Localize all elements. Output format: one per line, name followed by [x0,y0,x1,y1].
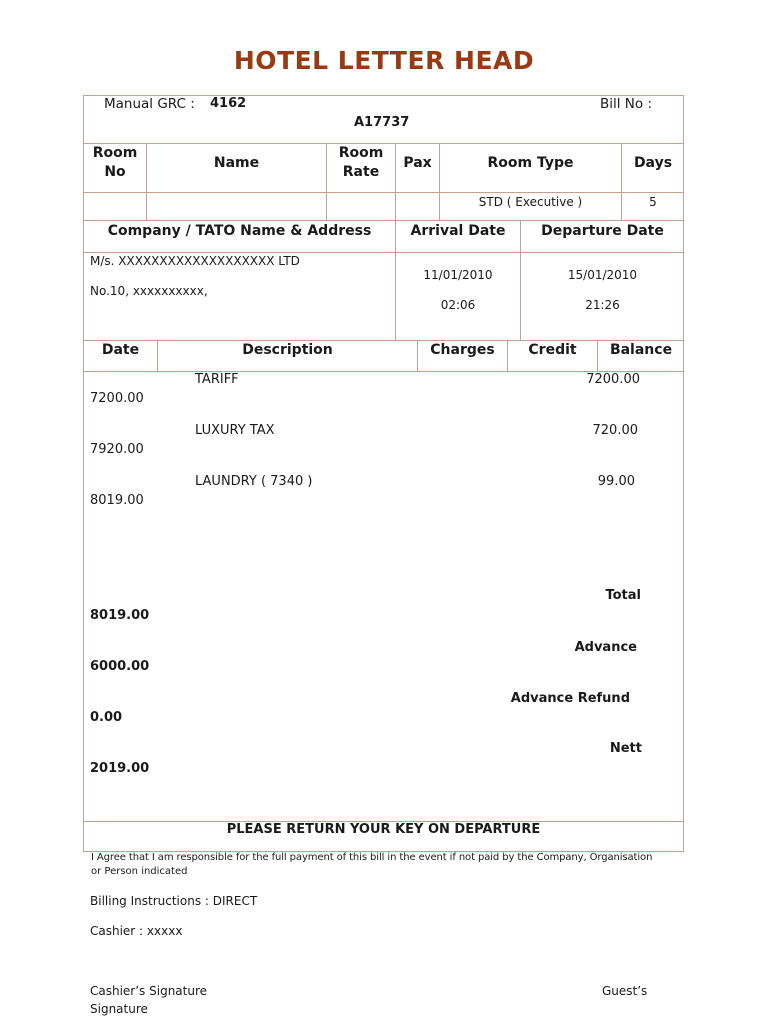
cashier-name: Cashier : xxxxx [90,924,183,938]
header-date: Date [101,342,140,358]
bill-no-label: Bill No : [600,96,653,112]
days-value: 5 [649,195,657,209]
header-room-no: Room [92,145,138,161]
agreement-text: or Person indicated [91,866,188,877]
header-arrival: Arrival Date [410,223,506,239]
divider [83,252,684,253]
bill-no-value: A17737 [354,115,410,130]
header-pax: Pax [403,155,432,171]
arrival-time: 02:06 [440,298,476,312]
advance-label: Advance [574,640,637,655]
guest-signature-label: Guest’s [602,984,648,998]
header-room-no: No [104,164,126,180]
divider [83,220,684,221]
ledger-description: TARIFF [195,372,239,387]
header-name: Name [213,155,260,171]
header-credit: Credit [528,342,577,358]
advance-value: 6000.00 [90,659,150,674]
ledger-charges: 720.00 [592,423,638,438]
manual-grc-value: 4162 [210,96,247,111]
guest-signature-label: Signature [90,1002,148,1016]
nett-value: 2019.00 [90,761,150,776]
header-description: Description [242,342,333,358]
company-name: M/s. XXXXXXXXXXXXXXXXXXX LTD [90,254,300,268]
cashier-signature-label: Cashier’s Signature [90,984,208,998]
header-company: Company / TATO Name & Address [107,223,372,239]
ledger-description: LUXURY TAX [195,423,275,438]
arrival-date: 11/01/2010 [423,268,493,282]
divider [83,340,684,341]
divider [83,143,684,144]
ledger-charges: 99.00 [597,474,635,489]
ledger-balance: 7200.00 [90,391,144,406]
ledger-balance: 8019.00 [90,493,144,508]
ledger-description: LAUNDRY ( 7340 ) [195,474,313,489]
header-departure: Departure Date [541,223,664,239]
header-balance: Balance [609,342,673,358]
header-room-type: Room Type [487,155,574,171]
header-room-rate: Rate [342,164,380,180]
header-room-rate: Room [338,145,384,161]
ledger-balance: 7920.00 [90,442,144,457]
advance-refund-label: Advance Refund [510,691,630,706]
divider [83,192,684,193]
nett-label: Nett [609,741,642,756]
agreement-text: I Agree that I am responsible for the full payment of this bill in the event if not paid by the Company, Organisation [91,852,653,863]
room-type-value: STD ( Executive ) [478,195,583,209]
billing-instructions: Billing Instructions : DIRECT [90,894,258,908]
key-return-notice: PLEASE RETURN YOUR KEY ON DEPARTURE [226,822,541,837]
header-charges: Charges [430,342,495,358]
company-address: No.10, xxxxxxxxxx, [90,284,208,298]
departure-date: 15/01/2010 [567,268,638,282]
manual-grc-label: Manual GRC : [104,96,195,112]
ledger-charges: 7200.00 [586,372,640,387]
total-value: 8019.00 [90,608,150,623]
advance-refund-value: 0.00 [90,710,123,725]
page-title: HOTEL LETTER HEAD [233,46,535,75]
total-label: Total [605,588,641,603]
header-days: Days [633,155,673,171]
departure-time: 21:26 [585,298,620,312]
